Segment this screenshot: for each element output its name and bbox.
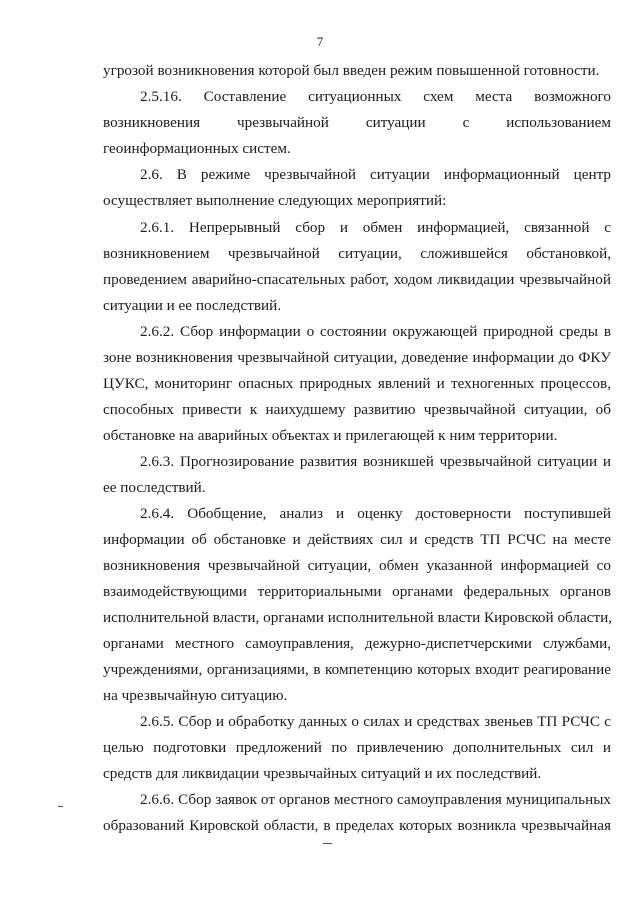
text-line: ситуации и ее последствий. [103,297,282,314]
text-line: геоинформационных систем. [103,140,291,157]
text-line: способных привести к наихудшему развитию чрезвычайной ситуации, об [103,401,611,418]
text-line: информации об обстановке и действиях сил и средств ТП РСЧС на месте [103,531,611,548]
text-line: ее последствий. [103,479,206,496]
text-line: на чрезвычайную ситуацию. [103,687,288,704]
text-line: возникновения чрезвычайной ситуации, обмен указанной информацией со [103,557,611,574]
text-line: 2.6.4. Обобщение, анализ и оценку достоверности поступившей [140,505,611,522]
text-line: исполнительной власти, органами исполнительной власти Кировской области, [103,609,613,626]
text-line: взаимодействующими территориальными органами федеральных органов [103,583,611,600]
text-line: целью подготовки предложений по привлечению дополнительных сил и [103,739,611,756]
text-line: 2.6.1. Непрерывный сбор и обмен информацией, связанной с [140,219,611,236]
page-number: 7 [316,34,324,49]
text-line: зоне возникновения чрезвычайной ситуации, доведение информации до ФКУ [103,349,611,366]
text-line: возникновения чрезвычайной ситуации с использованием [103,114,611,131]
text-line: проведением аварийно-спасательных работ, ходом ликвидации чрезвычайной [103,271,611,288]
text-line: угрозой возникновения которой был введен режим повышенной готовности. [103,62,600,79]
text-line: средств для ликвидации чрезвычайных ситуаций и их последствий. [103,765,542,782]
text-line: ЦУКС, мониторинг опасных природных явлений и техногенных процессов, [103,375,611,392]
text-line: 2.6.3. Прогнозирование развития возникшей чрезвычайной ситуации и [140,453,611,470]
text-line: осуществляет выполнение следующих мероприятий: [103,192,447,209]
text-line: органами местного самоуправления, дежурно-диспетчерскими службами, [103,635,611,652]
text-line: учреждениями, организациями, в компетенцию которых входит реагирование [103,661,611,678]
text-line: образований Кировской области, в пределах которых возникла чрезвычайная [103,817,611,834]
scan-mark [58,806,63,807]
text-line: 2.5.16. Составление ситуационных схем места возможного [140,88,611,105]
text-line: обстановке на аварийных объектах и прилегающей к ним территории. [103,427,558,444]
text-line: 2.6.5. Сбор и обработку данных о силах и средствах звеньев ТП РСЧС с [140,713,611,730]
text-line: 2.6. В режиме чрезвычайной ситуации информационный центр [140,166,611,183]
text-line: 2.6.2. Сбор информации о состоянии окружающей природной среды в [140,323,611,340]
text-line: 2.6.6. Сбор заявок от органов местного самоуправления муниципальных [140,791,611,808]
text-line: возникновением чрезвычайной ситуации, сложившейся обстановкой, [103,245,611,262]
scan-mark [323,843,332,844]
